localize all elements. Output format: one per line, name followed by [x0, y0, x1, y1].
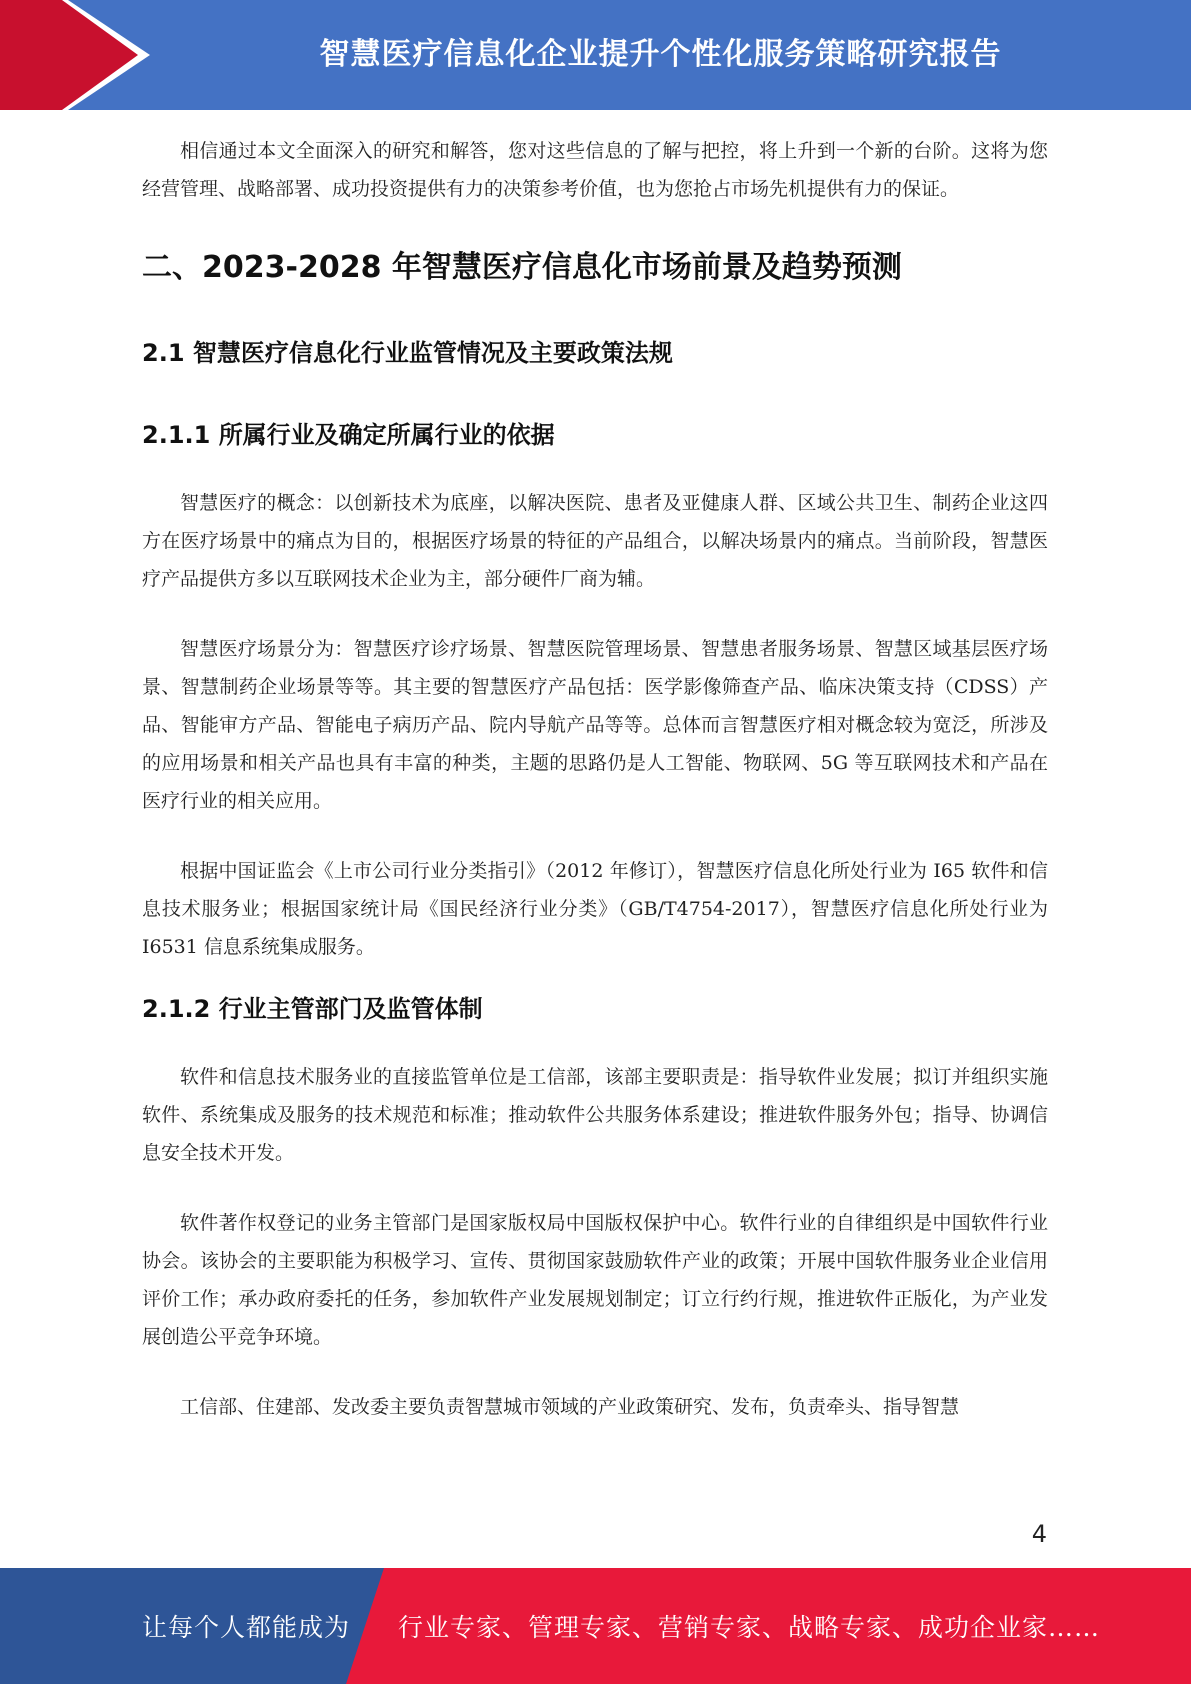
paragraph: 智慧医疗的概念：以创新技术为底座，以解决医院、患者及亚健康人群、区域公共卫生、制药企业这四方在医疗场景中的痛点为目的，根据医疗场景的特征的产品组合，以解决场景内的痛点。当前阶段，智慧医疗产品提供方多以互联网技术企业为主，部分硬件厂商为辅。: [142, 492, 1048, 590]
section-heading: 2.1 智慧医疗信息化行业监管情况及主要政策法规: [142, 339, 673, 367]
footer-slogan-left: 让每个人都能成为: [142, 1613, 351, 1642]
paragraph: 工信部、住建部、发改委主要负责智慧城市领域的产业政策研究、发布，负责牵头、指导智慧: [180, 1396, 960, 1418]
paragraph: 根据中国证监会《上市公司行业分类指引》（2012 年修订），智慧医疗信息化所处行业为 I65 软件和信息技术服务业；根据国家统计局《国民经济行业分类》（GB/T4754-2017），智慧医疗信息化所处行业为 I6531 信息系统集成服务。: [142, 860, 1048, 958]
page-number: 4: [1031, 1520, 1047, 1548]
subsection-heading-2-1-2: 2.1.2 行业主管部门及监管体制: [142, 995, 483, 1023]
header-arrow-decoration: [0, 0, 160, 110]
subsection-heading-2-1-1: 2.1.1 所属行业及确定所属行业的依据: [142, 421, 555, 449]
page-content: [142, 132, 1048, 1426]
report-title: 智慧医疗信息化企业提升个性化服务策略研究报告: [319, 37, 1002, 72]
page-footer: [0, 1568, 1191, 1684]
footer-slogan-right: 行业专家、管理专家、营销专家、战略专家、成功企业家……: [398, 1613, 1101, 1642]
intro-paragraph: 相信通过本文全面深入的研究和解答，您对这些信息的了解与把控，将上升到一个新的台阶。这将为您经营管理、战略部署、成功投资提供有力的决策参考价值，也为您抢占市场先机提供有力的保证。: [142, 140, 1048, 200]
paragraph: 软件著作权登记的业务主管部门是国家版权局中国版权保护中心。软件行业的自律组织是中国软件行业协会。该协会的主要职能为积极学习、宣传、贯彻国家鼓励软件产业的政策；开展中国软件服务业企业信用评价工作；承办政府委托的任务，参加软件产业发展规划制定；订立行约行规，推进软件正版化，为产业发展创造公平竞争环境。: [142, 1212, 1048, 1348]
paragraph: 软件和信息技术服务业的直接监管单位是工信部，该部主要职责是：指导软件业发展；拟订并组织实施软件、系统集成及服务的技术规范和标准；推动软件公共服务体系建设；推进软件服务外包；指导、协调信息安全技术开发。: [142, 1066, 1048, 1164]
paragraph: 智慧医疗场景分为：智慧医疗诊疗场景、智慧医院管理场景、智慧患者服务场景、智慧区域基层医疗场景、智慧制药企业场景等等。其主要的智慧医疗产品包括：医学影像筛查产品、临床决策支持（CDSS）产品、智能审方产品、智能电子病历产品、院内导航产品等等。总体而言智慧医疗相对概念较为宽泛，所涉及的应用场景和相关产品也具有丰富的种类，主题的思路仍是人工智能、物联网、5G 等互联网技术和产品在医疗行业的相关应用。: [142, 638, 1048, 812]
page-header: [0, 0, 1191, 110]
chapter-heading: 二、2023-2028 年智慧医疗信息化市场前景及趋势预测: [142, 250, 902, 285]
